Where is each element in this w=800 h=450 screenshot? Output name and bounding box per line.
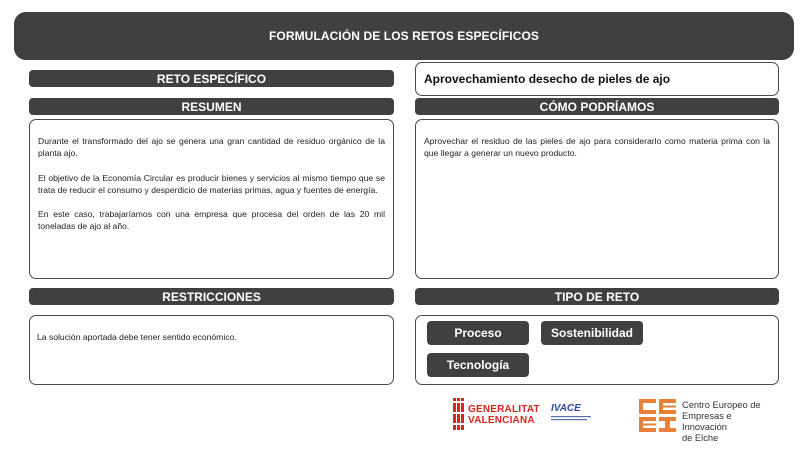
resumen-paragraph: En este caso, trabajaríamos con una empresa que procesa del orden de las 20 mil toneladas de ajo al año. <box>38 209 385 232</box>
ceei-text <box>682 400 779 444</box>
restricciones-header: RESTRICCIONES <box>29 288 394 305</box>
resumen-paragraph: El objetivo de la Economía Circular es producir bienes y servicios al mismo tiempo que se trata de reducir el consumo y desperdicio de materias primas, agua y fuentes de energía. <box>38 172 385 195</box>
como-podriamos-text: Aprovechar el residuo de las pieles de ajo para considerarlo como materia prima con la que llegar a generar un nuevo producto. <box>424 136 770 159</box>
reto-especifico-header: RETO ESPECÍFICO <box>29 70 394 87</box>
como-podriamos-header: CÓMO PODRÍAMOS <box>415 98 779 115</box>
tag-sostenibilidad: Sostenibilidad <box>541 321 643 345</box>
resumen-box <box>29 119 394 279</box>
resumen-header: RESUMEN <box>29 98 394 115</box>
generalitat-line1: GENERALITAT <box>468 404 540 415</box>
ceei-line3: de Elche <box>682 433 719 443</box>
ceei-line1: Centro Europeo de <box>682 400 761 410</box>
generalitat-line2: VALENCIANA <box>468 415 535 426</box>
como-podriamos-box <box>415 119 779 279</box>
ceei-mark-icon <box>639 399 677 433</box>
tag-proceso: Proceso <box>427 321 529 345</box>
reto-especifico-value: Aprovechamiento desecho de pieles de ajo <box>415 62 779 96</box>
ivace-subtitle-lines <box>551 415 595 423</box>
tag-tecnologia: Tecnología <box>427 353 529 377</box>
generalitat-valenciana-logo <box>452 398 544 432</box>
page-title: FORMULACIÓN DE LOS RETOS ESPECÍFICOS <box>14 12 794 60</box>
ivace-name: IVACE <box>551 403 581 414</box>
ceei-line2: Empresas e Innovación <box>682 411 732 432</box>
tipo-de-reto-header: TIPO DE RETO <box>415 288 779 305</box>
resumen-text <box>38 135 385 233</box>
resumen-paragraph: Durante el transformado del ajo se genera una gran cantidad de residuo orgánico de la planta ajo. <box>38 136 385 159</box>
generalitat-shield-icon <box>452 398 465 430</box>
restricciones-box <box>29 315 394 385</box>
ceei-elche-logo <box>639 399 779 443</box>
ivace-logo <box>551 403 591 427</box>
restricciones-text: La solución aportada debe tener sentido económico. <box>37 332 237 342</box>
